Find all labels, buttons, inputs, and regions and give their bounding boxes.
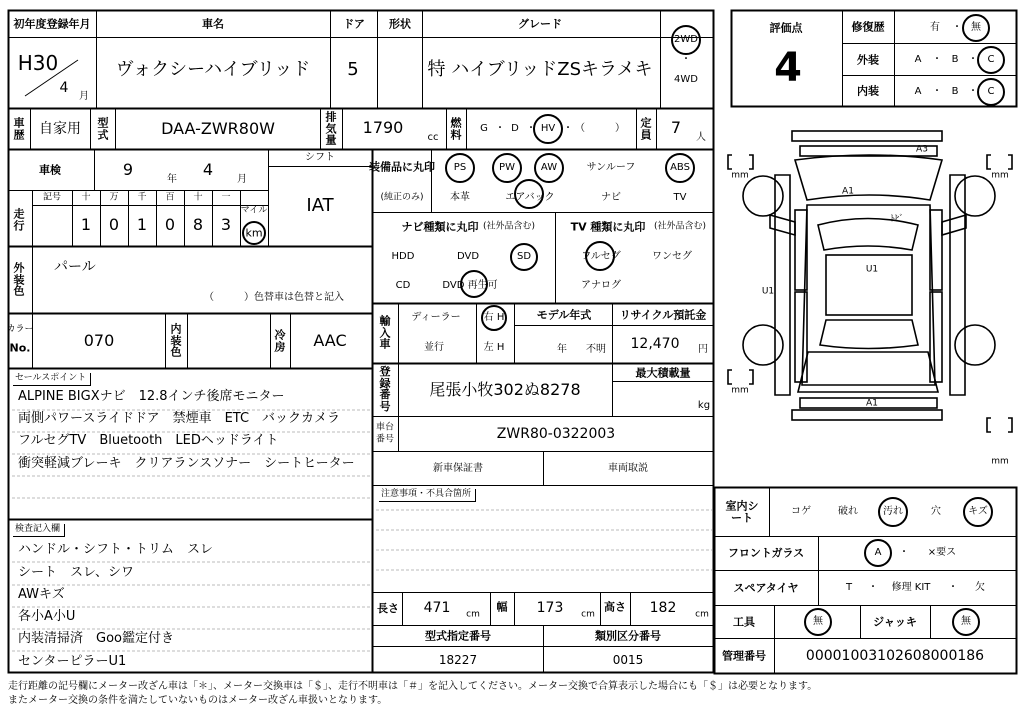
jack-label: ジャッキ bbox=[873, 615, 917, 629]
warranty-label: 新車保証書 bbox=[433, 463, 483, 474]
diagram-mm-rr: mm bbox=[991, 456, 1009, 467]
type-designation-value: 18227 bbox=[438, 653, 478, 667]
fuel-hv-circle-mark bbox=[533, 114, 563, 144]
spare-missing: 欠 bbox=[975, 582, 985, 593]
repair-dot: ・ bbox=[952, 22, 962, 33]
inspection-year: 9 bbox=[122, 160, 134, 179]
odo-digit-1: 1 bbox=[80, 215, 92, 234]
width-unit: cm bbox=[581, 609, 595, 620]
interior-b: B bbox=[951, 86, 959, 97]
inspector-note-5: 内装清掃済 Goo鑑定付き bbox=[18, 631, 174, 646]
interior-color-label: 内装色 bbox=[170, 322, 182, 359]
shape-label: 形状 bbox=[389, 17, 411, 31]
exterior-color-value: パール bbox=[54, 259, 96, 275]
length-unit: cm bbox=[466, 609, 480, 620]
exterior-color-label: 外装色 bbox=[13, 261, 25, 298]
exterior-c: C bbox=[987, 54, 995, 65]
windshield-dot: ・ bbox=[899, 547, 909, 558]
sales-point-line-2: 両側パワースライドドア 禁煙車 ETC バックカメラ bbox=[18, 411, 341, 426]
max-load-label: 最大積載量 bbox=[635, 366, 691, 380]
type-designation-label: 型式指定番号 bbox=[425, 629, 491, 643]
seat-stain-circle-mark bbox=[878, 497, 908, 527]
odo-header-sen: 千 bbox=[137, 192, 147, 203]
repair-no: 無 bbox=[971, 22, 981, 33]
color-no-label-b: No. bbox=[9, 341, 31, 355]
inspection-month-unit: 月 bbox=[237, 174, 247, 185]
seat-burn: コゲ bbox=[791, 506, 811, 517]
seat-stain: 汚れ bbox=[883, 506, 903, 517]
model-year-unit: 年 bbox=[557, 344, 567, 355]
chassis-value: ZWR80-0322003 bbox=[496, 426, 616, 442]
navi-hdd: HDD bbox=[391, 251, 415, 262]
interior-c: C bbox=[987, 86, 995, 97]
interior-dot-2: ・ bbox=[968, 86, 978, 97]
inspection-year-unit: 年 bbox=[167, 174, 177, 185]
first-reg-month-unit: 月 bbox=[79, 91, 89, 102]
odometer-label: 走行 bbox=[13, 207, 25, 232]
tv-label: TV 種類に丸印 bbox=[570, 220, 646, 234]
model-label: 型式 bbox=[97, 116, 109, 141]
fuel-paren-close: ） bbox=[615, 123, 625, 134]
recycle-unit: 円 bbox=[698, 344, 708, 355]
import-left-hand: 左 H bbox=[483, 342, 505, 353]
tv-analog: アナログ bbox=[581, 280, 621, 291]
shift-value: IAT bbox=[306, 195, 334, 216]
caution-label: 注意事項・不具合箇所 bbox=[379, 489, 476, 502]
exterior-dot-1: ・ bbox=[932, 54, 942, 65]
score-label: 評価点 bbox=[769, 21, 803, 35]
import-right-hand-circle-mark bbox=[481, 305, 507, 331]
navi-sublabel: (社外品含む) bbox=[482, 221, 536, 232]
equipment-label: 装備品に丸印 bbox=[369, 160, 435, 174]
odo-header-hyaku: 百 bbox=[165, 192, 175, 203]
odo-header-man: 万 bbox=[109, 192, 119, 203]
inspector-note-3: AWキズ bbox=[18, 587, 65, 602]
sales-points-label: セールスポイント bbox=[13, 373, 91, 386]
spare-kit: 修理 KIT bbox=[891, 582, 931, 593]
inspector-notes-label: 検査記入欄 bbox=[13, 524, 65, 537]
height-label: 高さ bbox=[604, 600, 626, 614]
windshield-a: A bbox=[874, 547, 882, 558]
repair-label: 修復歴 bbox=[851, 20, 885, 34]
equipment-sublabel: (純正のみ) bbox=[380, 192, 424, 203]
height-unit: cm bbox=[695, 609, 709, 620]
seat-tear: 破れ bbox=[838, 506, 858, 517]
max-load-unit: kg bbox=[697, 400, 711, 411]
category-value: 0015 bbox=[612, 653, 644, 667]
odo-header-ichi: 一 bbox=[221, 192, 231, 203]
grade-label: グレード bbox=[518, 17, 562, 31]
width-value: 173 bbox=[536, 600, 564, 616]
navi-dvd: DVD bbox=[456, 251, 480, 262]
tv-fullseg: フルセグ bbox=[581, 251, 621, 262]
management-label: 管理番号 bbox=[722, 649, 766, 663]
diagram-mm-rl: mm bbox=[731, 385, 749, 396]
equip-tv: TV bbox=[673, 192, 687, 203]
manual-label: 車両取説 bbox=[608, 463, 648, 474]
navi-label: ナビ種類に丸印 bbox=[401, 220, 479, 234]
equip-aw-circle-mark bbox=[534, 153, 564, 183]
seat-hole: 穴 bbox=[931, 506, 941, 517]
inspection-month: 4 bbox=[202, 160, 214, 179]
navi-dvd-play-circle-mark bbox=[460, 270, 488, 298]
drive-dot: ・ bbox=[681, 54, 691, 65]
inspector-note-2: シート スレ、シワ bbox=[18, 565, 134, 580]
equip-pw: PW bbox=[499, 162, 515, 173]
history-label: 車歴 bbox=[13, 116, 25, 141]
exterior-dot-2: ・ bbox=[968, 54, 978, 65]
management-value: 00001003102608000186 bbox=[805, 648, 985, 664]
seat-scratch: キズ bbox=[968, 506, 988, 517]
navi-sd-circle-mark bbox=[510, 243, 538, 271]
displacement-unit: cc bbox=[427, 132, 439, 143]
color-no-label-a: カラー bbox=[6, 324, 34, 335]
width-label: 幅 bbox=[496, 600, 508, 614]
diagram-label-a1-front: A1 bbox=[842, 186, 854, 197]
capacity-label: 定員 bbox=[640, 116, 652, 141]
equip-airbag-circle-mark bbox=[514, 179, 544, 209]
history-value: 自家用 bbox=[39, 121, 81, 137]
length-value: 471 bbox=[423, 600, 451, 616]
color-no-value: 070 bbox=[83, 331, 115, 350]
odo-km-circle-mark bbox=[242, 221, 266, 245]
displacement-value: 1790 bbox=[362, 118, 404, 137]
spare-dot-2: ・ bbox=[948, 582, 958, 593]
ac-label: 冷房 bbox=[274, 328, 286, 353]
fuel-hv: HV bbox=[540, 123, 556, 134]
registration-value: 尾張小牧302ぬ8278 bbox=[429, 380, 581, 399]
navi-dvd-play: DVD 再生可 bbox=[442, 280, 498, 291]
fuel-dot-2: ・ bbox=[526, 123, 536, 134]
car-name: ヴォクシーハイブリッド bbox=[115, 59, 311, 80]
score-value: 4 bbox=[774, 45, 802, 91]
diagram-mm-fl: mm bbox=[731, 170, 749, 181]
odo-digit-2: 0 bbox=[108, 215, 120, 234]
jack-value: 無 bbox=[961, 616, 971, 627]
equip-airbag: エアバック bbox=[505, 192, 555, 203]
footer-note-line-2: またメーター交換の条件を満たしていないものはメーター改ざん車扱いとなります。 bbox=[8, 695, 388, 706]
spare-tire-label: スペアタイヤ bbox=[733, 581, 799, 595]
interior-label: 内装 bbox=[857, 84, 879, 98]
capacity-unit: 人 bbox=[696, 132, 706, 143]
doors-label: ドア bbox=[343, 17, 365, 31]
import-label: 輸入車 bbox=[379, 314, 391, 351]
exterior-a: A bbox=[914, 54, 922, 65]
tv-sublabel: (社外品含む) bbox=[653, 221, 707, 232]
displacement-label: 排気量 bbox=[325, 110, 337, 147]
odo-mile-label: マイル bbox=[240, 205, 268, 216]
odo-header-juu: 十 bbox=[193, 192, 203, 203]
equip-leather: 本革 bbox=[450, 192, 470, 203]
windshield-a-circle-mark bbox=[864, 539, 892, 567]
height-value: 182 bbox=[649, 600, 677, 616]
tv-oneseg: ワンセグ bbox=[652, 251, 692, 262]
fuel-dot-3: ・ bbox=[563, 123, 573, 134]
diagram-label-tobi: ﾄﾋﾞ bbox=[890, 214, 904, 225]
chassis-label-b: 番号 bbox=[375, 434, 395, 445]
inspection-label: 車検 bbox=[39, 163, 61, 177]
sales-point-line-4: 衝突軽減ブレーキ クリアランスソナー シートヒーター bbox=[18, 456, 355, 471]
recycle-label: リサイクル預託金 bbox=[619, 308, 707, 322]
tools-none-circle-mark bbox=[804, 608, 832, 636]
diagram-label-a1-rear: A1 bbox=[866, 398, 878, 409]
first-reg-month: 4 bbox=[59, 80, 69, 96]
import-dealer: ディーラー bbox=[411, 312, 461, 323]
model-value: DAA-ZWR80W bbox=[161, 119, 275, 138]
fuel-dot-1: ・ bbox=[495, 123, 505, 134]
inspector-note-1: ハンドル・シフト・トリム スレ bbox=[18, 542, 214, 557]
odo-header-symbol: 記号 bbox=[42, 192, 62, 203]
spare-t: T bbox=[845, 582, 853, 593]
seat-scratch-circle-mark bbox=[963, 497, 993, 527]
inspector-note-4: 各小A小U bbox=[18, 609, 76, 624]
fuel-paren-open: （ bbox=[575, 123, 585, 134]
equip-aw: AW bbox=[540, 162, 558, 173]
fuel-g: G bbox=[480, 123, 488, 134]
tools-label: 工具 bbox=[733, 615, 755, 629]
exterior-b: B bbox=[951, 54, 959, 65]
navi-sd: SD bbox=[516, 251, 532, 262]
repair-yes: 有 bbox=[930, 22, 940, 33]
spare-dot-1: ・ bbox=[868, 582, 878, 593]
shift-label: シフト bbox=[305, 152, 335, 163]
odo-header-10man: 十 bbox=[81, 192, 91, 203]
doors-value: 5 bbox=[347, 59, 359, 80]
diagram-label-a3: A3 bbox=[916, 144, 928, 155]
sales-point-line-1: ALPINE BIGXナビ 12.8インチ後席モニター bbox=[18, 389, 285, 404]
odo-digit-4: 0 bbox=[164, 215, 176, 234]
interior-dot-1: ・ bbox=[932, 86, 942, 97]
interior-a: A bbox=[914, 86, 922, 97]
repair-no-circle-mark bbox=[962, 14, 990, 42]
recycle-value: 12,470 bbox=[630, 336, 680, 352]
model-year-label: モデル年式 bbox=[536, 308, 592, 322]
capacity-value: 7 bbox=[670, 118, 682, 137]
tv-fullseg-circle-mark bbox=[585, 241, 615, 271]
odo-digit-6: 3 bbox=[220, 215, 232, 234]
equip-navi: ナビ bbox=[601, 192, 621, 203]
interior-c-circle-mark bbox=[977, 78, 1005, 106]
equip-abs: ABS bbox=[670, 162, 690, 173]
windshield-other: ×要ス bbox=[927, 547, 957, 558]
car-name-label: 車名 bbox=[202, 17, 224, 31]
length-label: 長さ bbox=[377, 602, 399, 616]
fuel-label: 燃料 bbox=[450, 116, 462, 141]
model-year-value: 不明 bbox=[586, 344, 606, 355]
diagram-label-u1-side: U1 bbox=[761, 286, 775, 297]
odo-digit-5: 8 bbox=[192, 215, 204, 234]
footer-note-line-1: 走行距離の記号欄にメーター改ざん車は「＊」、メーター交換車は「＄」、走行不明車は「＃」を記入してください。メーター交換で合算表示した場合にも「＄」は必要となります。 bbox=[8, 681, 818, 692]
sales-point-line-3: フルセグTV Bluetooth LEDヘッドライト bbox=[18, 433, 279, 448]
interior-seat-label: 室内シート bbox=[725, 499, 759, 524]
drive-2wd-circle-mark bbox=[671, 25, 701, 55]
grade-value: 特 ハイブリッドZSキラメキ bbox=[427, 59, 653, 80]
import-parallel: 並行 bbox=[424, 342, 444, 353]
first-reg-label: 初年度登録年月 bbox=[13, 17, 91, 31]
inspector-note-6: センターピラーU1 bbox=[18, 654, 127, 669]
jack-none-circle-mark bbox=[952, 608, 980, 636]
diagram-mm-fr: mm bbox=[991, 170, 1009, 181]
equip-abs-circle-mark bbox=[665, 153, 695, 183]
equip-pw-circle-mark bbox=[492, 153, 522, 183]
exterior-label: 外装 bbox=[857, 53, 879, 67]
category-label: 類別区分番号 bbox=[595, 629, 661, 643]
equip-ps-circle-mark bbox=[445, 153, 475, 183]
odo-digit-3: 1 bbox=[136, 215, 148, 234]
diagram-label-u1-roof: U1 bbox=[865, 264, 879, 275]
odo-km-label: km bbox=[245, 226, 263, 240]
ac-value: AAC bbox=[313, 331, 347, 350]
drive-2wd: 2WD bbox=[674, 34, 698, 45]
registration-label: 登録番号 bbox=[379, 364, 391, 413]
chassis-label-a: 車台 bbox=[375, 422, 395, 433]
windshield-label: フロントガラス bbox=[727, 546, 805, 560]
exterior-color-note: （ ）色替車は色替と記入 bbox=[204, 292, 344, 303]
exterior-c-circle-mark bbox=[977, 46, 1005, 74]
drive-4wd: 4WD bbox=[674, 74, 698, 85]
first-reg-era: H30 bbox=[17, 51, 59, 75]
tools-value: 無 bbox=[813, 616, 823, 627]
equip-sunroof: サンルーフ bbox=[586, 162, 636, 173]
fuel-d: D bbox=[511, 123, 519, 134]
equip-ps: PS bbox=[453, 162, 467, 173]
import-right-hand: 右 H bbox=[483, 312, 505, 323]
navi-cd: CD bbox=[395, 280, 411, 291]
